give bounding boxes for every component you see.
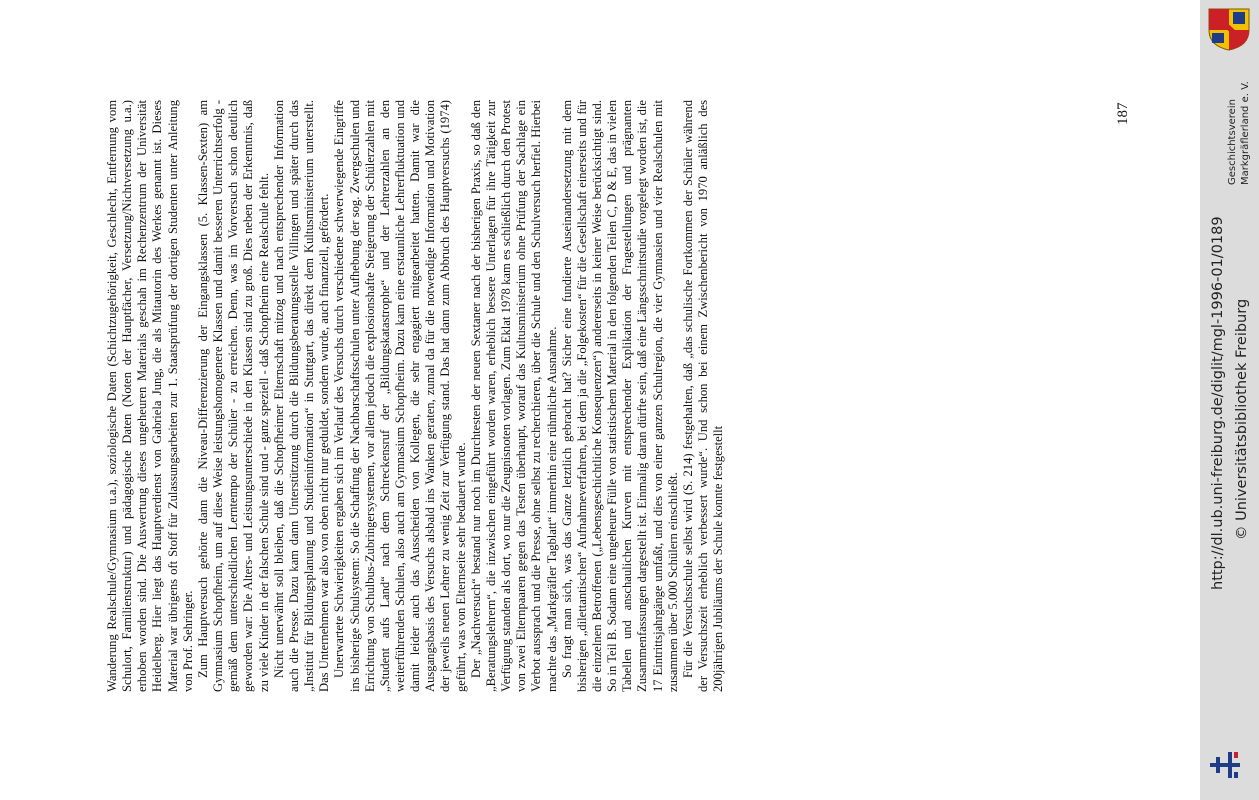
- paragraph: Unerwartete Schwierigkeiten ergaben sich im Verlauf des Versuchs durch verschiedene schwerwiegende Eingriffe ins bisherige Schulsystem: So die Schaffung der Nachbarschaftsschulen unter Aufhebung der sog. Zwergschulen und Errichtung von Schulbus-Zubringersystemen, vor allem jedoch die explosionshafte Steigerung der Schülerzahlen mit „Student aufs Land“ nach dem Schreckensruf der „Bildungskatastrophe“ und der Lehrerzahlen an den weiterführenden Schulen, also auch am Gymnasium Schopfheim. Dazu kam eine erstaunliche Lehrerfluktuation und damit leider auch das Ausscheiden von Kollegen, die sehr engagiert mitgearbeitet hatten. Damit war die Ausgangsbasis des Versuchs alsbald ins Wanken geraten, zumal da für die notwendige Information und Motivation der jeweils neuen Lehrer zu wenig Zeit zur Verfügung stand. Das hat dann zum Abbruch des Hauptversuchs (1974) geführt, was von Elternseite sehr bedauert wurde.: [332, 100, 468, 692]
- page-number: 187: [1115, 102, 1131, 125]
- paragraph: So fragt man sich, was das Ganze letztlich gebracht hat? Sicher eine fundierte Auseinandersetzung mit dem bisherigen „dilettantischen“ Aufnahmeverfahren, bei dem ja die „Folgekosten“ für die Gesellschaft einerseits und für die einzelnen Betroffenen („Lebensgeschichtliche Konsequenzen“) andererseits in keiner Weise berücksichtigt sind. So in Teil B. Sodann eine ungeheure Fülle von statistischem Material in den folgenden Teilen C, D & E, das in vielen Tabellen und anschaulichen Kurven mit entsprechender Explikation der Fragestellungen und prägnanten Zusammenfassungen dargestellt ist. Einmalig daran dürfte sein, daß eine Längsschnittstudie vorgelegt worden ist, die 17 Eintrittsjahrgänge umfaßt, und dies von einer ganzen Schulregion, die vier Gymnasien und vier Realschulen mit zusammen über 5.000 Schülern einschließt.: [559, 100, 680, 692]
- society-name: Geschichtsverein: [1227, 99, 1238, 185]
- paragraph: Zum Hauptversuch gehörte dann die Niveau-Differenzierung der Eingangsklassen (5. Klassen-Sexten) am Gymnasium Schopfheim, um auf diese Weise leistungshomogenere Klassen und damit besseren Unterrichtserfolg - gemäß dem unterschiedlichen Lerntempo der Schüler - zu erreichen. Denn, was im Vorversuch schon deutlich geworden war: Die Alters- und Leistungsunterschiede in den Klassen sind zu groß. Dies neben der Erkenntnis, daß zu viele Kinder in der falschen Schule sind und - ganz speziell - daß Schopfheim eine Realschule fehlt.: [195, 100, 271, 692]
- ub-freiburg-logo-icon: [1208, 748, 1242, 782]
- paragraph: Nicht unerwähnt soll bleiben, daß die Schopfheimer Elternschaft mitzog und nach entsprechender Information auch die Presse. Dazu kam dann Unterstützung durch die Bildungsberatungsstelle Villingen und später durch das „Institut für Bildungsplanung und Studieninformation“ in Stuttgart, das direkt dem Kultusministerium unterstellt. Das Unternehmen war also von oben nicht nur geduldet, sondern wurde, auch finanziell, gefördert.: [271, 100, 332, 692]
- permalink-url[interactable]: http://dl.ub.uni-freiburg.de/diglit/mgl-1996-01/0189: [1210, 216, 1226, 590]
- paragraph: Für die Versuchsschule selbst wird (S. 214) festgehalten, daß „das schulische Fortkommen der Schüler während der Versuchszeit erheblich verbessert wurde“. Und schon bei einem Zwischenbericht von 1970 anläßlich des 200jährigen Jubiläums der Schule konnte festgestellt: [680, 100, 726, 692]
- copyright-notice: © Universitätsbibliothek Freiburg: [1234, 298, 1250, 540]
- paragraph: Wanderung Realschule/Gymnasium u.a.), soziologische Daten (Schichtzugehörigkeit, Geschlecht, Entfernung vom Schulort, Familienstruktur) und pädagogische Daten (Noten der Hauptfächer, Versetzung/Nichtversetzung u.a.) erhoben worden sind. Die Auswertung dieses ungeheuren Materials geschah im Rechenzentrum der Universität Heidelberg. Hier liegt das Hauptverdienst von Gabriela Jung, die als Mitautorin des Werkes genannt ist. Dieses Material war übrigens oft Stoff für Zulassungsarbeiten zur 1. Staatsprüfung der dortigen Studenten unter Anleitung von Prof. Sehringer.: [105, 100, 195, 692]
- body-text: [105, 100, 1045, 692]
- coat-of-arms-icon: [1206, 6, 1252, 52]
- society-subtitle: Markgräflerland e. V.: [1240, 81, 1251, 185]
- paragraph: Der „Nachversuch“ bestand nur noch im Durchtesten der neuen Sextaner nach der bisherigen Praxis, so daß den „Beratungslehrern“, die inzwischen eingeführt worden waren, erheblich bessere Unterlagen für ihre Tätigkeit zur Verfügung standen als dort, wo nur die Zeugnisnoten vorlagen. Zum Eklat 1978 kam es schließlich durch den Protest von zwei Elternpaaren gegen das Testen überhaupt, worauf das Kultusministerium ohne Prüfung der Sachlage ein Verbot aussprach und die Presse, ohne selbst zu recherchieren, über die Schule und den Schulversuch herfiel. Hierbei machte das „Markgräfler Tagblatt“ immerhin eine rühmliche Ausnahme.: [468, 100, 559, 692]
- rotated-page-content: [105, 0, 1155, 710]
